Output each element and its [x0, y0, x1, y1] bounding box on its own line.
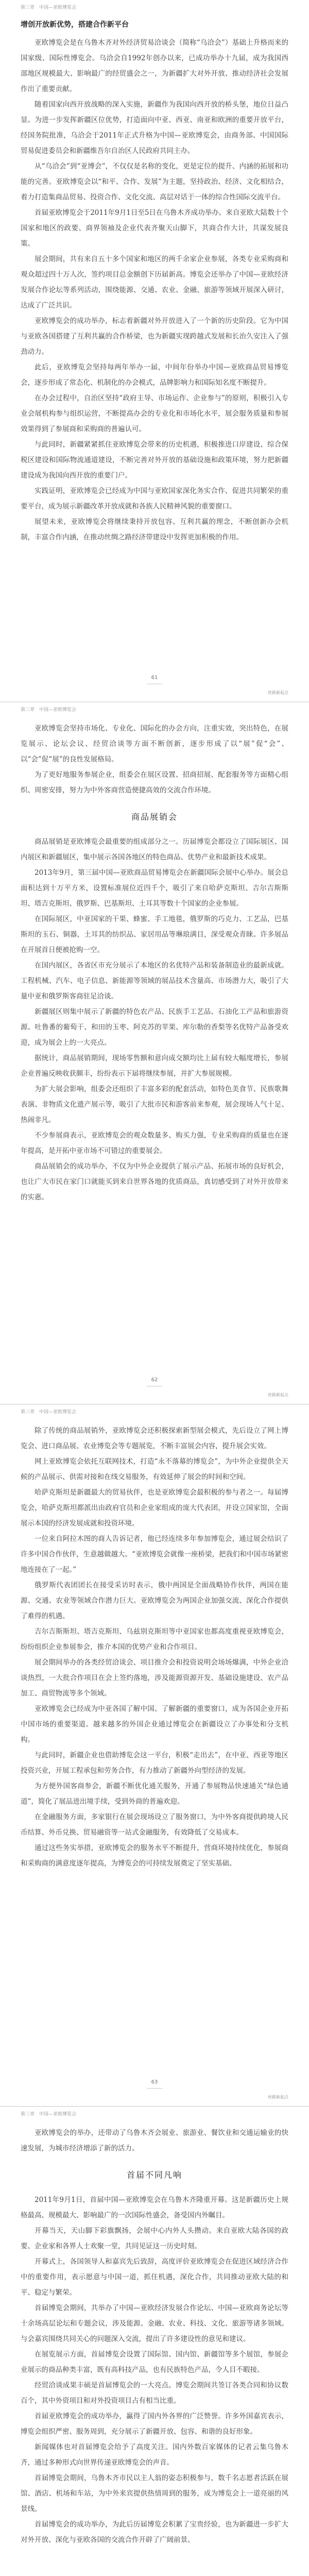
section-heading: 商品展销会 [131, 812, 178, 822]
page-number: 62 [151, 1377, 158, 1383]
running-header: 第三章 中国—亚欧博览会 [21, 2112, 77, 2117]
page-body [21, 2125, 288, 2548]
body-paragraph: 据统计，商品展销期间，现场零售额和意向成交额均比上届有较大幅度增长，参展企业普遍反映收获颇丰，纷纷表示下届将继续参展，并扩大参展规模。 [21, 1054, 288, 1078]
running-header: 第三章 中国—亚欧博览会 [21, 707, 77, 713]
book-page [0, 702, 309, 1404]
body-paragraph: 开幕式上，各国领导人和嘉宾先后致辞，高度评价亚欧博览会在促进区域经济合作中的重要作用，表示愿意与中国一道，抓住机遇，深化合作，共同推动亚欧大陆的和平、稳定与繁荣。 [21, 2258, 288, 2297]
page-body [21, 1423, 288, 1871]
book-page [0, 0, 309, 702]
body-paragraph: 首届亚欧博览会于2011年9月1日至5日在乌鲁木齐成功举办。来自亚欧大陆数十个国家和地区的政要、商界领袖及企业代表齐聚天山脚下，共商合作大计，共谋发展良策。 [21, 209, 288, 248]
book-page [0, 2107, 309, 2576]
body-paragraph: 2011年9月1日，首届中国—亚欧博览会在乌鲁木齐隆重开幕。这是新疆历史上规格最高、规模最大、影响最广的一次国际性盛会，备受国内外瞩目。 [21, 2196, 288, 2219]
body-paragraph: 从“乌洽会”到“亚博会”，不仅仅是名称的变化，更是定位的提升、内涵的拓展和功能的完善。亚欧博览会以“和平、合作、发展”为主题，坚持政治、经济、文化相结合，着力打造集商品贸易、投资合作、文化交流、高层对话于一体的综合性国际交流平台。 [21, 162, 288, 201]
body-paragraph: 此后，亚欧博览会坚持每两年举办一届，中间年份举办中国—亚欧商品贸易博览会，逐步形成了常态化、机制化的办会模式，品牌影响力和国际知名度不断提升。 [21, 363, 288, 387]
article-title: 增创开放新优势，搭建合作新平台 [21, 21, 129, 29]
body-paragraph: 为扩大展会影响，组委会还组织了丰富多彩的配套活动，如特色美食节、民族歌舞表演、非物质文化遗产展示等，吸引了大批市民和游客前来参观，展会现场人气十足、热闹非凡。 [21, 1085, 288, 1124]
body-paragraph: 不少参展商表示，亚欧博览会的观众数量多、购买力强，专业采购商的质量也在逐年提高，是开拓中亚市场不可错过的重要展会。 [21, 1131, 288, 1155]
body-paragraph: 为方便外国客商参会，新疆不断优化通关服务，开通了参展物品快速通关“绿色通道”，简化了展品进出境手续，受到外商的普遍欢迎。 [21, 1782, 288, 1806]
body-paragraph: 与此同时，新疆紧紧抓住亚欧博览会带来的历史机遇，积极推进口岸建设、综合保税区建设和国际物流通道建设，不断完善对外开放的基础设施和政策环境，努力把新疆建设成为我国向西开放的重要门户。 [21, 440, 288, 480]
section-heading: 首届不同凡响 [126, 2170, 182, 2180]
body-paragraph: 首届博览会的成功举办，为此后历届博览会积累了宝贵经验，也为新疆进一步扩大对外开放、深化与亚欧各国的交流合作开辟了广阔前景。 [21, 2520, 288, 2544]
body-paragraph: 在展览展示方面，首届博览会设置了国际馆、国内馆、新疆馆等多个展馆，参展企业展示的商品种类丰富，既有高科技产品，也有民族特色产品，令人目不暇接。 [21, 2350, 288, 2374]
body-paragraph: 新疆展区则集中展示了新疆的特色农产品、民族手工艺品、石油化工产品和旅游资源。吐鲁番的葡萄干、和田的玉枣、阿克苏的苹果、库尔勒的香梨等名优特产品备受欢迎，成为展会上的一大亮点。 [21, 1008, 288, 1047]
page-number-rule [147, 2088, 162, 2089]
body-paragraph: 商品展销会的成功举办，不仅为中外企业提供了展示产品、拓展市场的良好机会，也让广大市民在家门口就能买到来自世界各地的优质商品，真切感受到了对外开放带来的实惠。 [21, 1162, 288, 1201]
body-paragraph: 新闻媒体也对首届博览会给予了高度关注。国内外数百家媒体的记者云集乌鲁木齐，通过多种形式向世界传递亚欧博览会的声音。 [21, 2443, 288, 2467]
body-paragraph: 在办会过程中，自治区坚持“政府主导、市场运作、企业参与”的原则，积极引入专业会展机构参与组织运营，不断提高办会的专业化和市场化水平，展会服务质量和参展效果得到了参展商和采购商的普遍认可。 [21, 394, 288, 433]
body-paragraph: 俄罗斯代表团团长在接受采访时表示，俄中两国是全面战略协作伙伴，两国在能源、交通、农业等领域合作潜力巨大。亚欧博览会为两国企业加强交流、深化合作提供了难得的机遇。 [21, 1581, 288, 1620]
body-paragraph: 展会期间，共有来自五十多个国家和地区的两千余家企业参展，各类专业采购商和观众超过四十万人次，签约项目总金额创下历届新高。博览会还举办了中国—亚欧经济发展合作论坛等系列活动，围绕能源、交通、农业、金融、旅游等领域开展深入研讨，达成了广泛共识。 [21, 255, 288, 310]
body-paragraph: 与此同时，新疆企业也借助博览会这一平台，积极“走出去”，在中亚、西亚等地区投资兴业，开展工程承包和劳务合作，有力推动了新疆外向型经济的发展。 [21, 1751, 288, 1775]
body-paragraph: 经贸洽谈成果丰硕是首届博览会的一大亮点。博览会期间共签订各类合同和协议数百个，其中外资项目和对外投资项目占有相当比重。 [21, 2381, 288, 2405]
body-paragraph: 首届博览会期间，共举办了中国—亚欧经济发展合作论坛、中国—亚欧商务论坛等十余场高层论坛和专题会议，涉及能源、金融、农业、科技、文化、旅游等诸多领域。与会嘉宾围绕共同关心的问题深入交流，提出了许多建设性的意见和建议。 [21, 2304, 288, 2343]
body-paragraph: 展望未来，亚欧博览会将继续秉持开放包容、互利共赢的理念，不断创新办会机制，丰富合作内涵，在推动丝绸之路经济带建设中发挥更加积极的作用。 [21, 518, 288, 541]
body-paragraph: 2013年9月，第三届中国—亚欧商品贸易博览会在新疆国际会展中心举办。展会总面积达到十万平方米，设置标准展位近四千个，吸引了来自哈萨克斯坦、吉尔吉斯斯坦、塔吉克斯坦、俄罗斯、巴基斯坦、土耳其等数十个国家的企业参展。 [21, 869, 288, 908]
body-paragraph: 为了更好地服务参展企业，组委会在展区设置、招商招展、配套服务等方面精心组织、周密安排，努力为中外客商营造便捷高效的交流合作环境。 [21, 771, 288, 794]
body-paragraph: 一位来自阿拉木图的商人告诉记者，他已经连续多年参加博览会，通过展会结识了许多中国合作伙伴，生意越做越大。“亚欧博览会就像一座桥梁，把我们和中国市场紧密地连接在了一起。” [21, 1535, 288, 1574]
body-paragraph: 开幕当天，天山脚下彩旗飘扬，会展中心内外人头攒动。来自亚欧大陆各国的政要、企业家和各界人士欢聚一堂，共同见证这一历史时刻。 [21, 2227, 288, 2250]
body-paragraph: 展会期间举办的各类经贸洽谈会、项目推介会和投资说明会场场爆满，中外企业洽谈热烈，一大批合作项目在会上签约落地，涉及能源资源开发、基础设施建设、农产品加工、商贸物流等多个领域。 [21, 1658, 288, 1698]
running-header: 第三章 中国—亚欧博览会 [21, 5, 77, 10]
body-paragraph: 亚欧博览会是在乌鲁木齐对外经济贸易洽谈会（简称“乌洽会”）基础上升格而来的国家级、国际性博览会。乌洽会自1992年创办以来，已成功举办十九届，成为我国西部地区规模最大、影响最广的经贸盛会之一，为新疆扩大对外开放、推动经济社会发展作出了重要贡献。 [21, 39, 288, 93]
body-paragraph: 在国际展区，中亚国家的干果、蜂蜜、手工地毯，俄罗斯的巧克力、工艺品，巴基斯坦的玉石、铜器，土耳其的纺织品、家居用品等琳琅满目，深受观众青睐。许多展品在开展首日便被抢购一空。 [21, 915, 288, 954]
body-paragraph: 在金融服务方面，多家银行在展会现场设立了服务窗口，为中外客商提供跨境人民币结算、外币兑换、贸易融资等一站式金融服务，有效降低了交易成本。 [21, 1813, 288, 1837]
body-paragraph: 首届亚欧博览会的成功举办，赢得了国内外各界的广泛赞誉。许多外国嘉宾表示，博览会组织严密、服务周到，充分展示了新疆开放、包容、和谐的良好形象。 [21, 2412, 288, 2436]
running-footer: 丝路新起点 [268, 690, 288, 695]
page-body [21, 19, 288, 545]
body-paragraph: 通过这些务实举措，亚欧博览会的服务水平不断提升，营商环境持续优化，参展商和采购商的满意度逐年提高，为博览会的可持续发展奠定了坚实基础。 [21, 1844, 288, 1868]
body-paragraph: 在国内展区，各省区市充分展示了本地区的名优特产品和装备制造业的最新成就。工程机械、汽车、电子信息、新能源等领域的展品技术含量高、市场潜力大，吸引了大量中亚和俄罗斯客商驻足洽谈。 [21, 961, 288, 1001]
running-footer: 丝路新起点 [268, 1393, 288, 1397]
running-footer: 丝路新起点 [268, 2095, 288, 2099]
book-page [0, 1404, 309, 2107]
body-paragraph: 亚欧博览会的成功举办，标志着新疆对外开放进入了一个新的历史阶段。它为中国与亚欧各国搭建了互利共赢的合作桥梁，也为新疆实现跨越式发展和长治久安注入了强劲动力。 [21, 317, 288, 356]
page-body [21, 721, 288, 1205]
body-paragraph: 实践证明，亚欧博览会已经成为中国与亚欧国家深化务实合作、促进共同繁荣的重要平台，成为展示新疆改革开放成就和各族人民精神风貌的重要窗口。 [21, 487, 288, 511]
page-number: 63 [151, 2079, 158, 2085]
body-paragraph: 除了传统的商品展销外，亚欧博览会还积极探索新型展会模式，先后设立了网上博览会、进口商品展、农业博览会等专题展览，不断丰富展会内容，提升展会实效。 [21, 1427, 288, 1450]
body-paragraph: 随着国家向西开放战略的深入实施，新疆作为我国向西开放的桥头堡，地位日益凸显。为进一步发挥新疆区位优势，打造面向中亚、西亚、南亚和欧洲的重要开放平台，经国务院批准，乌洽会于2011年正式升格为中国—亚欧博览会，由商务部、中国国际贸易促进委员会和新疆维吾尔自治区人民政府共同主办。 [21, 100, 288, 155]
body-paragraph: 吉尔吉斯斯坦、塔吉克斯坦、乌兹别克斯坦等中亚国家也都高度重视亚欧博览会，纷纷组织企业参展参会，推介本国的优势产业和合作项目。 [21, 1628, 288, 1651]
body-paragraph: 亚欧博览会的举办，还带动了乌鲁木齐会展业、旅游业、餐饮业和交通运输业的快速发展，为城市经济增添了新的活力。 [21, 2129, 288, 2153]
body-paragraph: 商品展销是亚欧博览会最重要的组成部分之一。历届博览会都设立了国际展区、国内展区和新疆展区，集中展示各国各地区的特色商品、优势产业和最新技术成果。 [21, 838, 288, 861]
body-paragraph: 首届博览会期间，乌鲁木齐市民以主人翁的姿态积极参与，数千名志愿者活跃在展馆、酒店、机场和车站，为中外来宾提供热情周到的服务，成为博览会上一道亮丽的风景线。 [21, 2474, 288, 2513]
body-paragraph: 哈萨克斯坦是新疆最大的贸易伙伴，也是亚欧博览会最积极的参与者之一。每届博览会，哈萨克斯坦都派出由政府官员和企业家组成的庞大代表团，并设立国家馆，全面展示本国的经济发展成就和投资环境。 [21, 1488, 288, 1528]
body-paragraph: 亚欧博览会已经成为中亚各国了解中国、了解新疆的重要窗口，成为各国企业开拓中国市场的重要渠道。越来越多的外国企业通过博览会在新疆设立了办事处和分支机构。 [21, 1705, 288, 1744]
body-paragraph: 网上亚欧博览会依托互联网技术，打造“永不落幕的博览会”，为中外企业提供全天候的产品展示、供需对接和在线交易服务，有效延伸了展会的时间和空间。 [21, 1458, 288, 1481]
running-header: 第三章 中国—亚欧博览会 [21, 1410, 77, 1415]
page-number: 61 [151, 675, 158, 681]
body-paragraph: 亚欧博览会坚持市场化、专业化、国际化的办会方向，注重实效，突出特色，在展览展示、论坛会议、经贸洽谈等方面不断创新，逐步形成了以“展”促“会”、以“会”促“展”的良性发展格局。 [21, 724, 288, 764]
